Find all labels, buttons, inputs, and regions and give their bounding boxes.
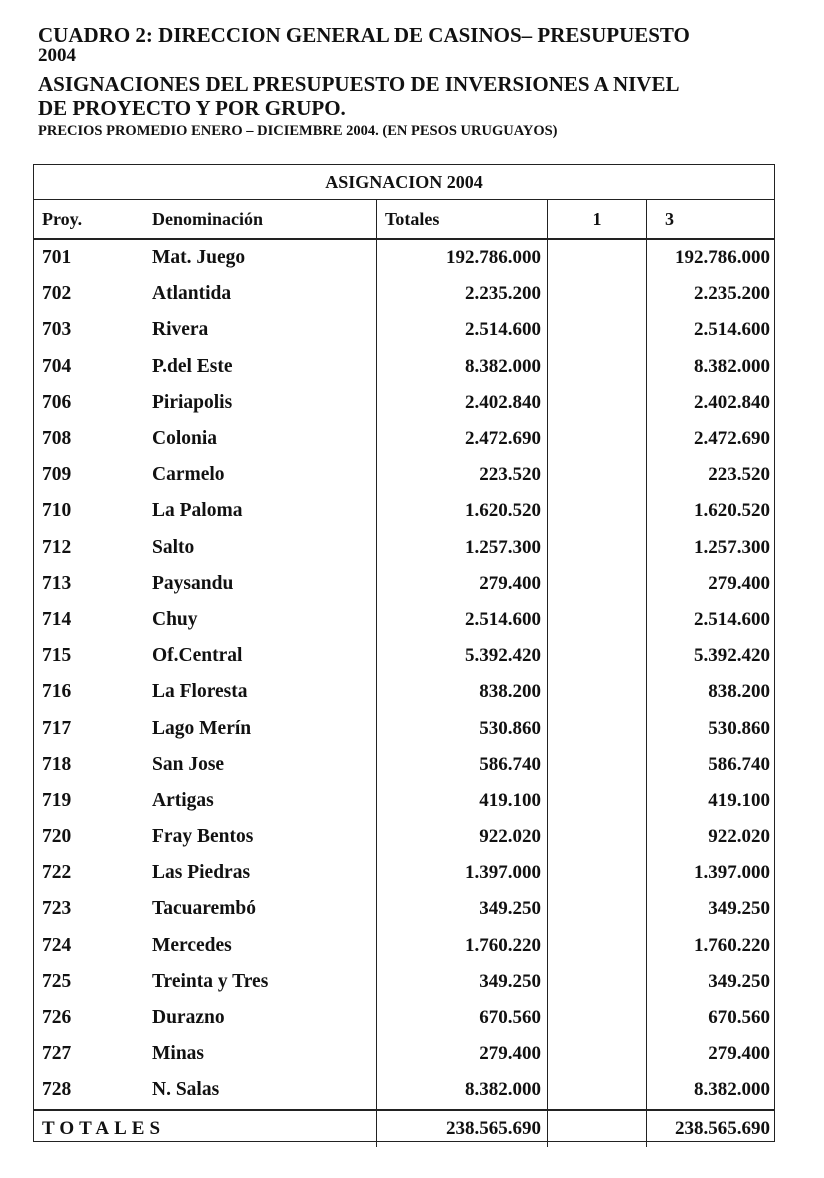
cell-denominacion: Lago Merín <box>152 717 252 739</box>
cell-denominacion: Rivera <box>152 319 209 341</box>
table-row <box>34 349 774 385</box>
cell-totales: 1.760.220 <box>377 928 548 964</box>
cell-proy: 724 <box>42 934 72 956</box>
header-group-1: 1 <box>548 200 647 240</box>
title-line-2: ASIGNACIONES DEL PRESUPUESTO DE INVERSIONES A NIVEL <box>38 72 680 96</box>
cell-proy: 704 <box>42 355 72 377</box>
cell-proy: 713 <box>42 572 72 594</box>
cell-proy: 709 <box>42 464 72 486</box>
title-line-3: DE PROYECTO Y POR GRUPO. <box>38 96 346 120</box>
cell-totales: 279.400 <box>377 566 548 602</box>
cell-group-1 <box>548 964 647 1000</box>
cell-proy: 717 <box>42 717 72 739</box>
cell-group-3: 2.472.690 <box>694 428 770 450</box>
cell-denominacion: Of.Central <box>152 645 243 667</box>
cell-denominacion: Mat. Juego <box>152 247 246 269</box>
cell-denominacion: Carmelo <box>152 464 225 486</box>
table-row <box>34 602 774 638</box>
cell-group-3: 419.100 <box>708 789 770 811</box>
cell-group-3: 8.382.000 <box>694 355 770 377</box>
table-row <box>34 312 774 348</box>
cell-proy: 708 <box>42 428 72 450</box>
table-header-row <box>34 200 774 240</box>
cell-group-1 <box>548 239 647 276</box>
table-row <box>34 421 774 457</box>
cell-proy: 701 <box>42 247 72 269</box>
cell-group-1 <box>548 674 647 710</box>
cell-totales: 349.250 <box>377 891 548 927</box>
cell-denominacion: Chuy <box>152 608 198 630</box>
cell-group-3: 192.786.000 <box>675 247 770 269</box>
totals-totales: 238.565.690 <box>377 1110 548 1147</box>
cell-group-3: 1.257.300 <box>694 536 770 558</box>
cell-group-1 <box>548 349 647 385</box>
table-row <box>34 855 774 891</box>
cell-denominacion: La Floresta <box>152 681 248 703</box>
table-row <box>34 638 774 674</box>
cell-proy: 719 <box>42 789 72 811</box>
cell-proy: 725 <box>42 970 72 992</box>
cell-group-3: 586.740 <box>708 753 770 775</box>
table-row <box>34 493 774 529</box>
cell-proy: 702 <box>42 283 72 305</box>
cell-denominacion: La Paloma <box>152 500 243 522</box>
subtitle-prices: PRECIOS PROMEDIO ENERO – DICIEMBRE 2004. (EN PESOS URUGUAYOS) <box>38 123 558 139</box>
cell-group-3: 2.235.200 <box>694 283 770 305</box>
cell-group-3: 838.200 <box>708 681 770 703</box>
cell-denominacion: Durazno <box>152 1007 225 1029</box>
cell-group-3: 279.400 <box>708 572 770 594</box>
cell-group-3: 1.397.000 <box>694 862 770 884</box>
cell-group-1 <box>548 457 647 493</box>
cell-group-3: 922.020 <box>708 826 770 848</box>
table-row <box>34 1072 774 1109</box>
cell-group-1 <box>548 421 647 457</box>
cell-totales: 5.392.420 <box>377 638 548 674</box>
cell-group-3: 279.400 <box>708 1043 770 1065</box>
cell-proy: 727 <box>42 1043 72 1065</box>
cell-group-3: 349.250 <box>708 898 770 920</box>
cell-totales: 838.200 <box>377 674 548 710</box>
cell-group-1 <box>548 891 647 927</box>
cell-group-3: 1.620.520 <box>694 500 770 522</box>
cell-group-1 <box>548 1000 647 1036</box>
table-row <box>34 964 774 1000</box>
cell-group-3: 2.514.600 <box>694 608 770 630</box>
title-line-1-year: 2004 <box>38 45 76 66</box>
cell-group-3: 530.860 <box>708 717 770 739</box>
totals-group-1 <box>548 1110 647 1147</box>
budget-table-frame <box>33 164 775 1142</box>
cell-group-1 <box>548 602 647 638</box>
cell-proy: 726 <box>42 1007 72 1029</box>
table-row <box>34 530 774 566</box>
cell-proy: 716 <box>42 681 72 703</box>
cell-totales: 8.382.000 <box>377 349 548 385</box>
cell-totales: 670.560 <box>377 1000 548 1036</box>
cell-group-3: 8.382.000 <box>694 1079 770 1101</box>
cell-totales: 8.382.000 <box>377 1072 548 1109</box>
cell-totales: 2.402.840 <box>377 385 548 421</box>
cell-group-3: 2.514.600 <box>694 319 770 341</box>
cell-totales: 2.472.690 <box>377 421 548 457</box>
cell-group-3: 223.520 <box>708 464 770 486</box>
cell-group-1 <box>548 1036 647 1072</box>
cell-denominacion: Salto <box>152 536 195 558</box>
cell-group-1 <box>548 493 647 529</box>
cell-group-1 <box>548 312 647 348</box>
cell-totales: 2.514.600 <box>377 602 548 638</box>
cell-totales: 2.235.200 <box>377 276 548 312</box>
table-row <box>34 674 774 710</box>
cell-totales: 419.100 <box>377 783 548 819</box>
cell-denominacion: Mercedes <box>152 934 232 956</box>
cell-denominacion: Las Piedras <box>152 862 251 884</box>
cell-group-3: 5.392.420 <box>694 645 770 667</box>
table-body <box>34 239 774 1110</box>
cell-denominacion: N. Salas <box>152 1079 220 1101</box>
totals-row <box>34 1110 774 1147</box>
table-row <box>34 783 774 819</box>
totals-label: TOTALES <box>42 1117 166 1139</box>
cell-totales: 192.786.000 <box>377 239 548 276</box>
cell-denominacion: P.del Este <box>152 355 233 377</box>
cell-proy: 718 <box>42 753 72 775</box>
header-proy: Proy. <box>34 200 146 240</box>
cell-denominacion: Paysandu <box>152 572 234 594</box>
cell-proy: 714 <box>42 608 72 630</box>
cell-denominacion: San Jose <box>152 753 225 775</box>
cell-group-1 <box>548 276 647 312</box>
cell-group-1 <box>548 1072 647 1109</box>
cell-group-3: 670.560 <box>708 1007 770 1029</box>
cell-totales: 1.257.300 <box>377 530 548 566</box>
cell-proy: 715 <box>42 645 72 667</box>
cell-group-3: 2.402.840 <box>694 391 770 413</box>
table-row <box>34 239 774 276</box>
cell-group-1 <box>548 783 647 819</box>
cell-proy: 720 <box>42 826 72 848</box>
header-totales: Totales <box>377 200 548 240</box>
cell-group-3: 349.250 <box>708 970 770 992</box>
cell-group-3: 1.760.220 <box>694 934 770 956</box>
cell-group-1 <box>548 638 647 674</box>
table-row <box>34 276 774 312</box>
cell-denominacion: Atlantida <box>152 283 232 305</box>
cell-denominacion: Minas <box>152 1043 205 1065</box>
cell-proy: 723 <box>42 898 72 920</box>
cell-group-1 <box>548 385 647 421</box>
table-row <box>34 747 774 783</box>
cell-denominacion: Artigas <box>152 789 214 811</box>
totals-group-3: 238.565.690 <box>647 1110 775 1147</box>
table-row <box>34 891 774 927</box>
table-row <box>34 928 774 964</box>
title-line-1: CUADRO 2: DIRECCION GENERAL DE CASINOS– PRESUPUESTO <box>38 23 690 47</box>
cell-denominacion: Treinta y Tres <box>152 970 269 992</box>
cell-denominacion: Tacuarembó <box>152 898 257 920</box>
table-row <box>34 385 774 421</box>
table-row <box>34 1000 774 1036</box>
cell-group-1 <box>548 819 647 855</box>
cell-denominacion: Piriapolis <box>152 391 233 413</box>
cell-totales: 223.520 <box>377 457 548 493</box>
cell-proy: 712 <box>42 536 72 558</box>
header-denominacion: Denominación <box>146 200 377 240</box>
cell-denominacion: Fray Bentos <box>152 826 254 848</box>
cell-group-1 <box>548 747 647 783</box>
cell-totales: 279.400 <box>377 1036 548 1072</box>
cell-proy: 722 <box>42 862 72 884</box>
cell-group-1 <box>548 530 647 566</box>
cell-group-1 <box>548 855 647 891</box>
table-row <box>34 819 774 855</box>
cell-totales: 922.020 <box>377 819 548 855</box>
cell-totales: 586.740 <box>377 747 548 783</box>
table-row <box>34 710 774 746</box>
cell-denominacion: Colonia <box>152 428 218 450</box>
cell-totales: 1.620.520 <box>377 493 548 529</box>
cell-proy: 706 <box>42 391 72 413</box>
table-row <box>34 457 774 493</box>
cell-group-1 <box>548 566 647 602</box>
cell-totales: 1.397.000 <box>377 855 548 891</box>
cell-group-1 <box>548 710 647 746</box>
cell-proy: 703 <box>42 319 72 341</box>
cell-proy: 710 <box>42 500 72 522</box>
table-row <box>34 1036 774 1072</box>
header-group-3: 3 <box>647 200 775 240</box>
cell-totales: 349.250 <box>377 964 548 1000</box>
cell-proy: 728 <box>42 1079 72 1101</box>
table-row <box>34 566 774 602</box>
cell-totales: 530.860 <box>377 710 548 746</box>
cell-group-1 <box>548 928 647 964</box>
cell-totales: 2.514.600 <box>377 312 548 348</box>
budget-table <box>34 199 774 1147</box>
document-header <box>38 24 798 140</box>
table-caption: ASIGNACION 2004 <box>325 172 483 192</box>
